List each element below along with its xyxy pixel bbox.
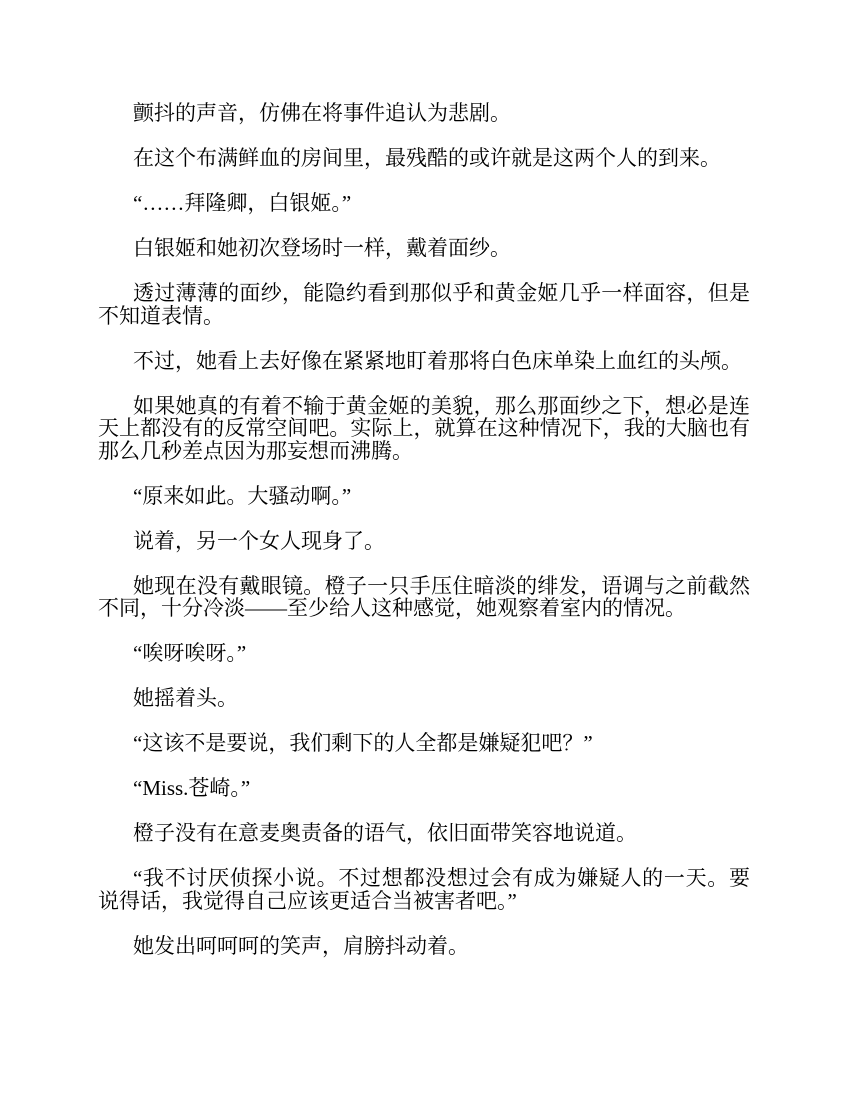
paragraph: 说着，另一个女人现身了。 xyxy=(133,528,385,553)
paragraph: 如果她真的有着不输于黄金姬的美貌，那么那面纱之下，想必是连天上都没有的反常空间吧。实际上，就算在这种情况下，我的大脑也有那么几秒差点因为那妄想而沸腾。 xyxy=(98,393,750,463)
paragraph: 颤抖的声音，仿佛在将事件追认为悲剧。 xyxy=(133,101,511,125)
paragraph-dialogue: “……拜隆卿，白银姬。” xyxy=(133,191,352,215)
paragraph: 不过，她看上去好像在紧紧地盯着那将白色床单染上血红的头颅。 xyxy=(133,348,742,373)
paragraph-dialogue: “我不讨厌侦探小说。不过想都没想过会有成为嫌疑人的一天。要说得话，我觉得自己应该更适合当被害者吧。” xyxy=(98,866,750,913)
paragraph-dialogue: “Miss.苍崎。” xyxy=(133,776,251,800)
paragraph: 她摇着头。 xyxy=(133,686,238,710)
paragraph: 透过薄薄的面纱，能隐约看到那似乎和黄金姬几乎一样面容，但是不知道表情。 xyxy=(98,281,750,328)
paragraph-dialogue: “唉呀唉呀。” xyxy=(133,641,247,665)
paragraph-dialogue: “原来如此。大骚动啊。” xyxy=(133,483,352,508)
paragraph: 在这个布满鲜血的房间里，最残酷的或许就是这两个人的到来。 xyxy=(133,146,721,170)
paragraph: 她发出呵呵呵的笑声，肩膀抖动着。 xyxy=(133,933,469,958)
paragraph: 白银姬和她初次登场时一样，戴着面纱。 xyxy=(133,236,511,260)
paragraph: 橙子没有在意麦奥责备的语气，依旧面带笑容地说道。 xyxy=(133,821,637,845)
paragraph-dialogue: “这该不是要说，我们剩下的人全都是嫌疑犯吧？” xyxy=(133,731,593,755)
paragraph: 她现在没有戴眼镜。橙子一只手压住暗淡的绯发，语调与之前截然不同，十分冷淡——至少给人这种感觉，她观察着室内的情况。 xyxy=(98,573,750,620)
